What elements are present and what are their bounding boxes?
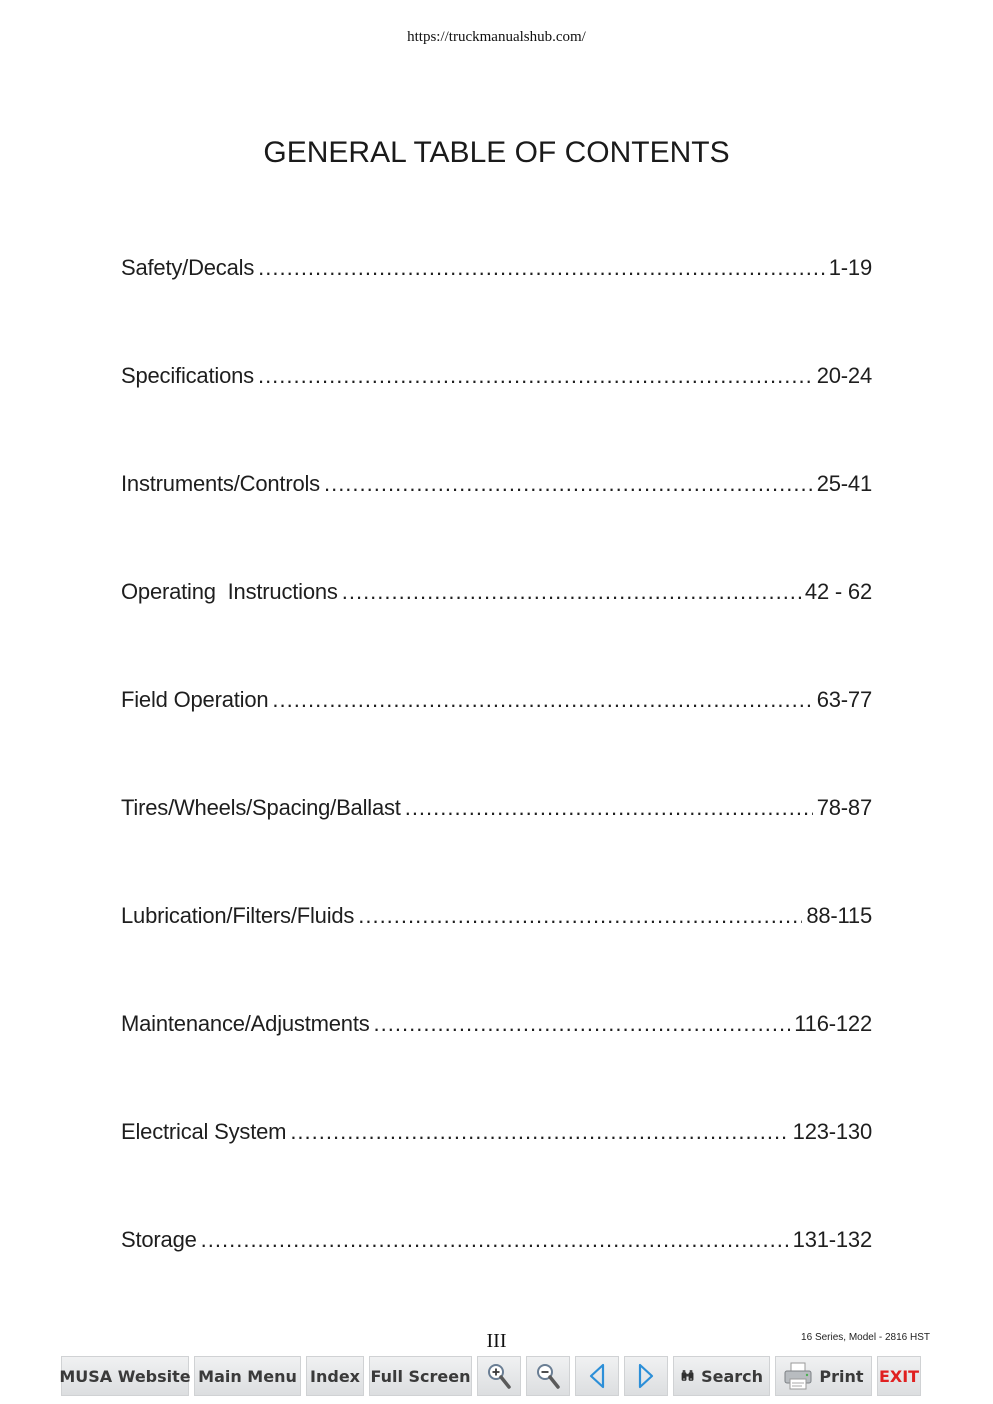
toc-entry-label: Tires/Wheels/Spacing/Ballast bbox=[121, 795, 401, 820]
dot-leader bbox=[374, 1011, 791, 1037]
zoom-in-button[interactable] bbox=[477, 1356, 521, 1396]
toc-entry-pages: 1-19 bbox=[828, 255, 872, 280]
page-title: GENERAL TABLE OF CONTENTS bbox=[263, 136, 730, 169]
toc-entry[interactable] bbox=[121, 1119, 872, 1227]
print-button[interactable] bbox=[775, 1356, 872, 1396]
search-button-label: Search bbox=[701, 1366, 763, 1386]
toc-entry[interactable] bbox=[121, 579, 872, 687]
printer-icon bbox=[783, 1362, 813, 1390]
arrow-right-icon bbox=[636, 1363, 656, 1389]
toc-entry[interactable] bbox=[121, 903, 872, 1011]
toc-entry[interactable] bbox=[121, 1011, 872, 1119]
dot-leader bbox=[201, 1227, 789, 1253]
dot-leader bbox=[342, 579, 801, 605]
main-menu-button[interactable]: Main Menu bbox=[194, 1356, 301, 1396]
toc-entry-pages: 20-24 bbox=[816, 363, 872, 388]
toc-entry[interactable] bbox=[121, 687, 872, 795]
search-button[interactable] bbox=[673, 1356, 770, 1396]
toc-entry-pages: 42 - 62 bbox=[804, 579, 872, 604]
toc-entry[interactable] bbox=[121, 795, 872, 903]
toc-entry-label: Electrical System bbox=[121, 1119, 287, 1144]
toc-entry-pages: 88-115 bbox=[806, 903, 872, 928]
zoom-out-button[interactable] bbox=[526, 1356, 570, 1396]
full-screen-button[interactable]: Full Screen bbox=[369, 1356, 472, 1396]
toc-entry[interactable] bbox=[121, 255, 872, 363]
toc-entry-pages: 63-77 bbox=[816, 687, 872, 712]
dot-leader bbox=[324, 471, 813, 497]
zoom-out-icon bbox=[535, 1362, 561, 1390]
toc-entry-label: Field Operation bbox=[121, 687, 269, 712]
toc-entry[interactable] bbox=[121, 1227, 872, 1335]
toc-entry-pages: 78-87 bbox=[816, 795, 872, 820]
zoom-in-icon bbox=[486, 1362, 512, 1390]
dot-leader bbox=[358, 903, 802, 929]
toc-entry-pages: 116-122 bbox=[794, 1011, 872, 1036]
model-label: 16 Series, Model - 2816 HST bbox=[801, 1332, 930, 1343]
toc-entry-label: Maintenance/Adjustments bbox=[121, 1011, 370, 1036]
page-number: III bbox=[486, 1330, 507, 1352]
toc-entry-pages: 25-41 bbox=[816, 471, 872, 496]
toc-entry-label: Specifications bbox=[121, 363, 254, 388]
dot-leader bbox=[272, 687, 812, 713]
next-page-button[interactable] bbox=[624, 1356, 668, 1396]
toc-entry-pages: 131-132 bbox=[792, 1227, 872, 1252]
index-button[interactable]: Index bbox=[306, 1356, 364, 1396]
toc-entry[interactable] bbox=[121, 471, 872, 579]
dot-leader bbox=[405, 795, 813, 821]
toc-entry-pages: 123-130 bbox=[792, 1119, 872, 1144]
print-button-label: Print bbox=[819, 1366, 864, 1386]
dot-leader bbox=[290, 1119, 788, 1145]
toc-entry-label: Lubrication/Filters/Fluids bbox=[121, 903, 355, 928]
toc-entry-label: Safety/Decals bbox=[121, 255, 255, 280]
dot-leader bbox=[258, 363, 813, 389]
arrow-left-icon bbox=[587, 1363, 607, 1389]
previous-page-button[interactable] bbox=[575, 1356, 619, 1396]
toc-entry-label: Instruments/Controls bbox=[121, 471, 320, 496]
toc-entry[interactable] bbox=[121, 363, 872, 471]
toc-entry-label: Storage bbox=[121, 1227, 197, 1252]
source-url: https://truckmanualshub.com/ bbox=[407, 29, 586, 45]
binoculars-icon bbox=[680, 1363, 695, 1389]
dot-leader bbox=[258, 255, 825, 281]
musa-website-button[interactable]: MUSA Website bbox=[61, 1356, 189, 1396]
exit-button[interactable]: EXIT bbox=[877, 1356, 921, 1396]
table-of-contents bbox=[121, 255, 872, 1335]
toc-entry-label: Operating Instructions bbox=[121, 579, 338, 604]
navigation-toolbar bbox=[61, 1356, 921, 1396]
